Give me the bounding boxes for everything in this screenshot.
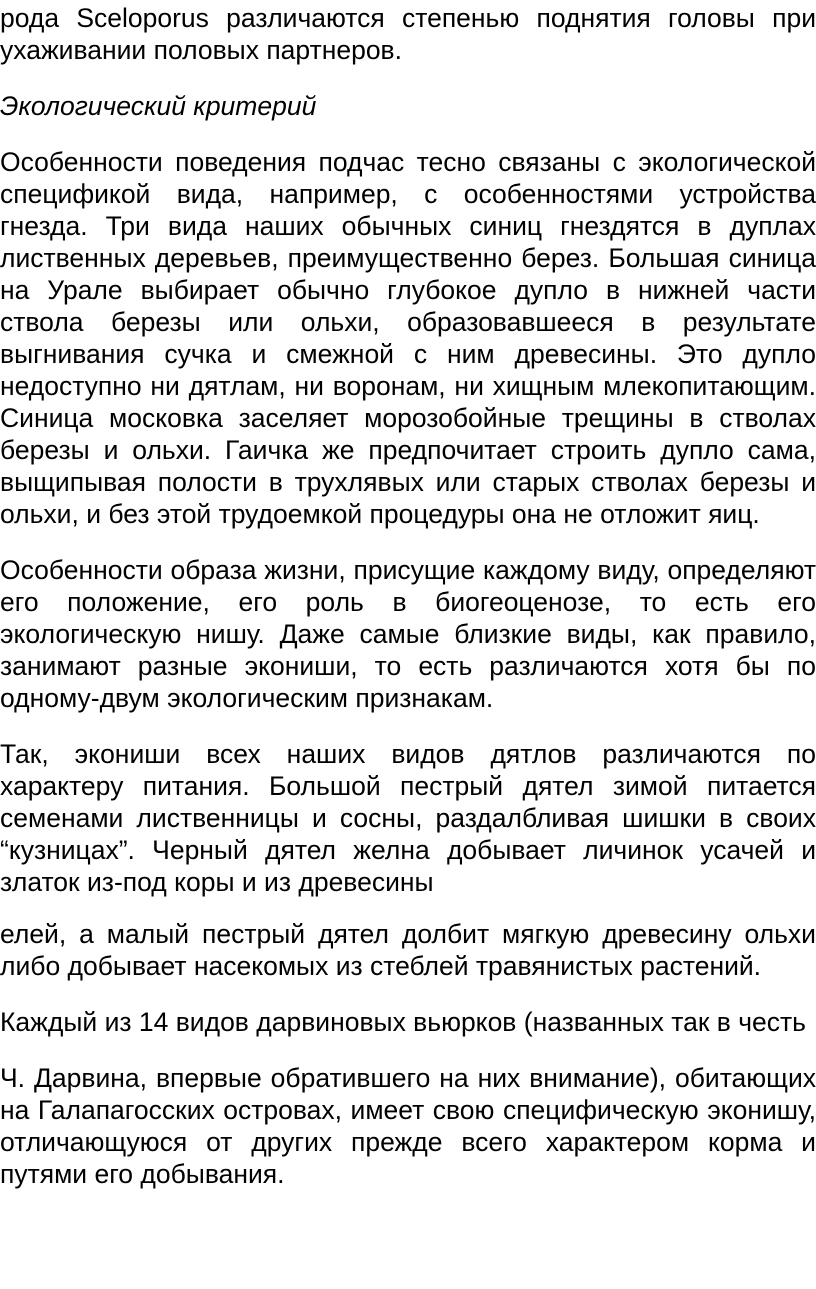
paragraph-4: елей, а малый пестрый дятел долбит мягкую древесину ольхи либо добывает насекомых из стеблей травянистых растений.: [0, 919, 816, 981]
paragraph-5: Каждый из 14 видов дарвиновых вьюрков (названных так в честь: [0, 1007, 806, 1037]
paragraph-3: Так, экониши всех наших видов дятлов различаются по характеру питания. Большой пестрый дятел зимой питается семенами лиственницы и сосны, раздалбливая шишки в своих “кузницах”. Черный дятел желна добывает личинок усачей и златок из-под коры и из древесины: [0, 739, 816, 897]
paragraph-6: Ч. Дарвина, впервые обратившего на них внимание), обитающих на Галапагосских островах, имеет свою специфическую эконишу, отличающуюся от других прежде всего характером корма и путями его добывания.: [0, 1063, 816, 1189]
paragraph-intro: рода Sceloporus различаются степенью поднятия головы при ухаживании половых партнеров.: [0, 3, 816, 65]
paragraph-1: Особенности поведения подчас тесно связаны с экологической спецификой вида, например, с особенностями устройства гнезда. Три вида наших обычных синиц гнездятся в дуплах лиственных деревьев, преимущественно берез. Большая синица на Урале выбирает обычно глубокое дупло в нижней части ствола березы или ольхи, образовавшееся в результате выгнивания сучка и смежной с ним древесины. Это дупло недоступно ни дятлам, ни воронам, ни хищным млекопитающим. Синица московка заселяет морозобойные трещины в стволах березы и ольхи. Гаичка же предпочитает строить дупло сама, выщипывая полости в трухлявых или старых стволах березы и ольхи, и без этой трудоемкой процедуры она не отложит яиц.: [0, 147, 816, 529]
section-heading: Экологический критерий: [0, 91, 317, 121]
document-page: [0, 2, 816, 1214]
paragraph-2: Особенности образа жизни, присущие каждому виду, определяют его положение, его роль в биогеоценозе, то есть его экологическую нишу. Даже самые близкие виды, как правило, занимают разные экониши, то есть различаются хотя бы по одному-двум экологическим признакам.: [0, 555, 816, 713]
